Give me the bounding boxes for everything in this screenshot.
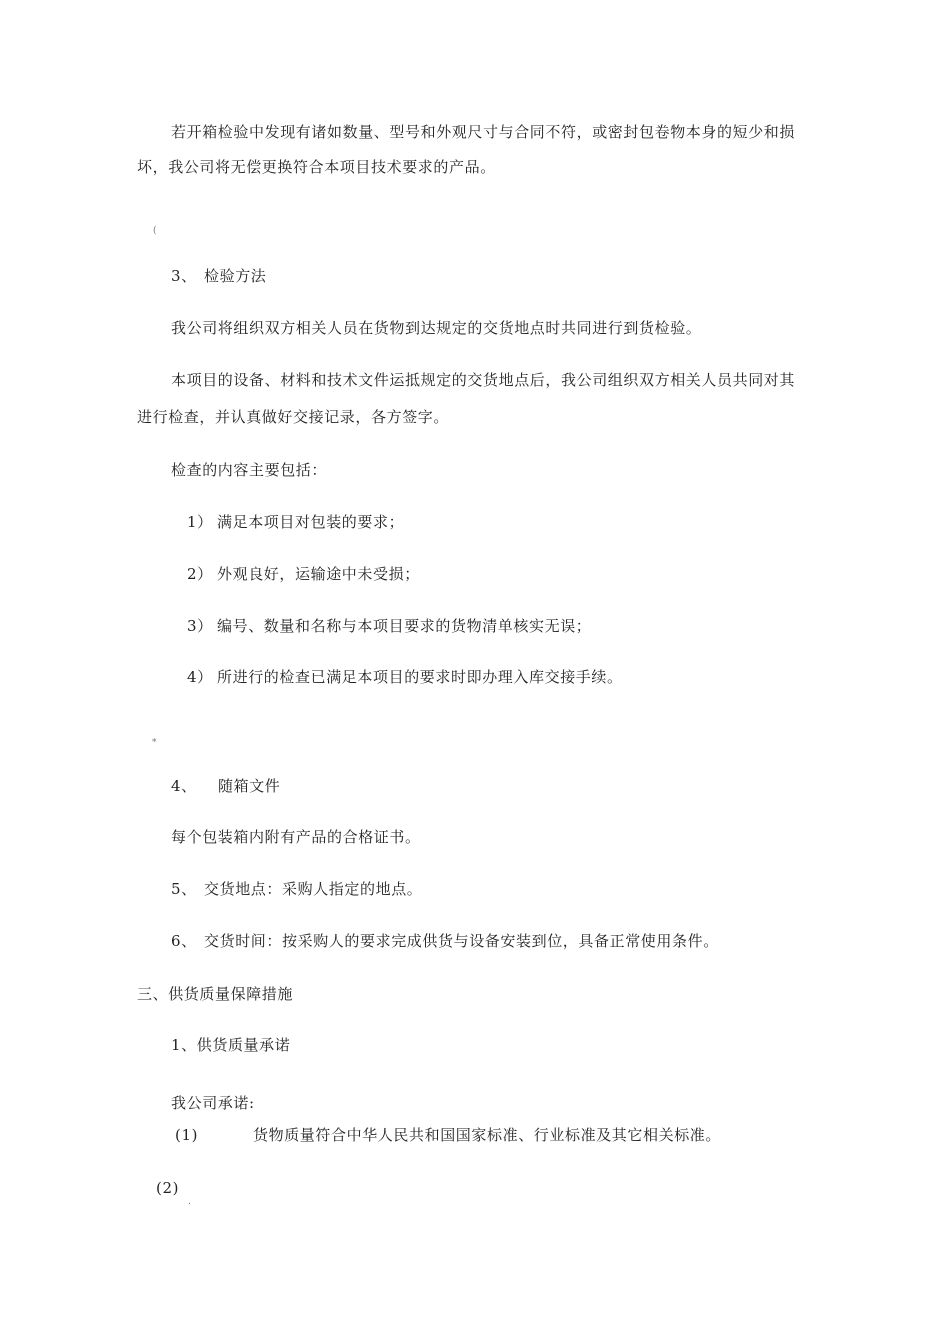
section-item [171,930,719,951]
paragraph-line: 若开箱检验中发现有诸如数量、型号和外观尺寸与合同不符，或密封包卷物本身的短少和损 [171,123,796,141]
list-text: 编号、数量和名称与本项目要求的货物清单核实无误； [217,617,592,635]
chapter-heading: 三、供货质量保障措施 [137,985,294,1003]
commitment-number: (2) [156,1179,180,1197]
paragraph-line: 我公司将组织双方相关人员在货物到达规定的交货地点时共同进行到货检验。 [171,319,702,337]
list-item [187,615,591,636]
section-title: 检验方法 [204,267,267,285]
paragraph-line: 进行检查，并认真做好交接记录，各方签字。 [137,408,450,426]
commitment-text: 货物质量符合中华人民共和国国家标准、行业标准及其它相关标准。 [253,1126,722,1144]
stray-mark: ( [153,226,157,236]
list-item [187,563,420,584]
section-number: 6、 [171,932,197,950]
paragraph-line: 每个包装箱内附有产品的合格证书。 [171,828,421,846]
stray-mark: * [152,738,157,748]
list-number: 1） [187,513,213,531]
section-number: 5、 [171,880,197,898]
commitment-item [175,1124,721,1145]
stray-mark: . [188,1197,191,1207]
commitment-number: (1) [175,1126,199,1144]
list-text: 满足本项目对包装的要求； [217,513,405,531]
list-number: 2） [187,565,213,583]
list-item [187,511,404,532]
section-title: 随箱文件 [218,777,281,795]
section-number: 4、 [171,777,197,795]
list-item [187,666,623,687]
section-item [171,878,422,899]
section-heading [171,775,280,796]
section-heading [171,265,266,286]
section-number: 3、 [171,267,197,285]
section-text: 交货地点：采购人指定的地点。 [204,880,423,898]
section-text: 交货时间：按采购人的要求完成供货与设备安装到位，具备正常使用条件。 [204,932,719,950]
list-number: 4） [187,668,213,686]
subsection-heading: 1、供货质量承诺 [171,1036,291,1054]
list-text: 所进行的检查已满足本项目的要求时即办理入库交接手续。 [217,668,623,686]
list-number: 3） [187,617,213,635]
paragraph-line: 我公司承诺: [171,1094,255,1112]
list-text: 外观良好，运输途中未受损； [217,565,420,583]
paragraph-line: 坏，我公司将无偿更换符合本项目技术要求的产品。 [137,158,496,176]
paragraph-line: 检查的内容主要包括： [171,461,328,479]
paragraph-line: 本项目的设备、材料和技术文件运抵规定的交货地点后，我公司组织双方相关人员共同对其 [171,371,796,389]
